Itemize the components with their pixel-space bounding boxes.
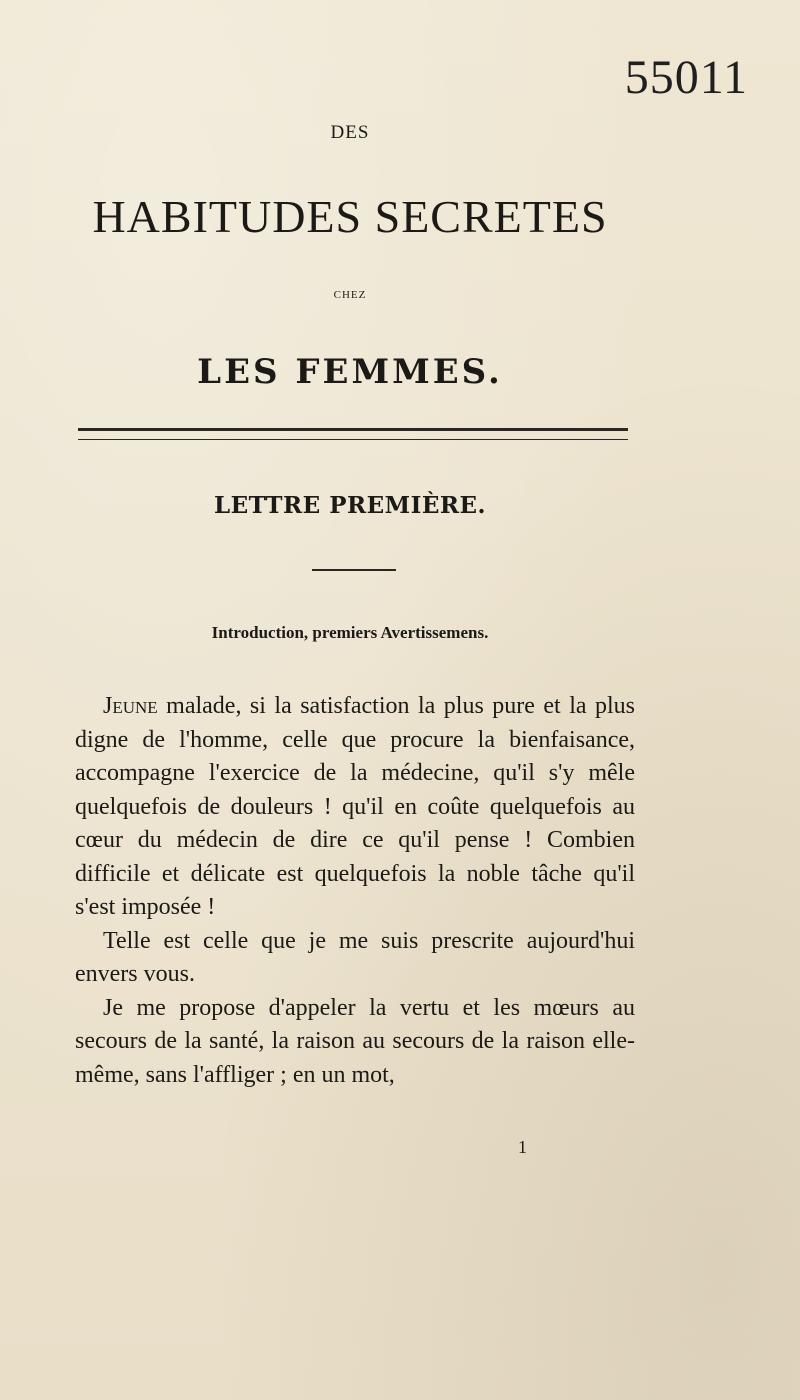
- paragraph-1: [75, 690, 635, 925]
- section-subheading: Introduction, premiers Avertissemens.: [211, 623, 489, 642]
- heading-chez: CHEZ: [333, 289, 367, 301]
- heading-des: DES: [330, 122, 370, 143]
- subtitle: LES FEMMES.: [197, 352, 503, 392]
- main-title: HABITUDES SECRETES: [92, 191, 608, 242]
- paragraph-1-text: malade, si la satisfaction la plus pure et la plus digne de l'homme, celle que procure la bienfaisance, accompagne l'exercice de la médecine, qu'il s'y mêle quelquefois de douleurs ! qu'il en coûte quelquefois au cœur du médecin de dire ce qu'il pense ! Combien difficile et délicate est quelquefois la noble tâche qu'il s'est imposée !: [75, 693, 635, 920]
- paragraph-3: Je me propose d'appeler la vertu et les mœurs au secours de la santé, la raison au secours de la raison elle-même, sans l'affliger ; en un mot,: [75, 994, 635, 1088]
- short-rule-divider: [312, 569, 396, 571]
- paragraph-2: Telle est celle que je me suis prescrite aujourd'hui envers vous.: [75, 927, 635, 987]
- double-rule-divider: [78, 428, 628, 440]
- catalog-number: 55011: [624, 51, 748, 104]
- page-number: 1: [518, 1137, 527, 1157]
- paragraph-lead-word: Jeune: [103, 693, 158, 719]
- letter-heading: LETTRE PREMIÈRE.: [213, 492, 487, 519]
- body-text: [75, 690, 635, 1092]
